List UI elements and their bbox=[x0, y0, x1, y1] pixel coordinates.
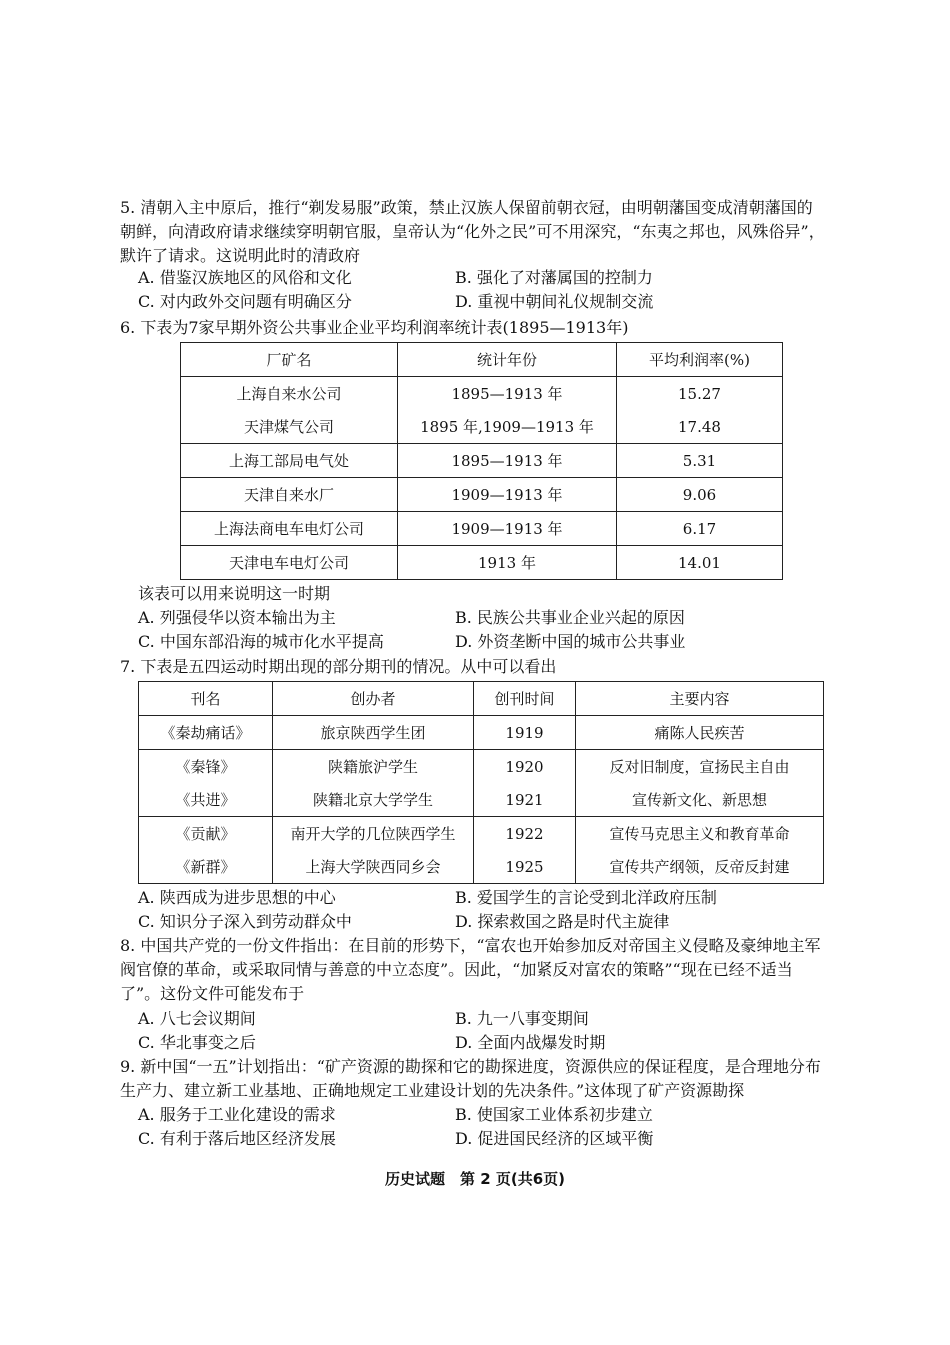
q7-option-d[interactable]: D. 探索救国之路是时代主旋律 bbox=[455, 912, 670, 931]
table-cell: 天津自来水厂 bbox=[181, 478, 398, 512]
table-cell: 天津电车电灯公司 bbox=[181, 546, 398, 580]
question-6-stem: 6. 下表为7家早期外资公共事业企业平均利润率统计表(1895—1913年) bbox=[120, 318, 629, 337]
q5-option-d[interactable]: D. 重视中朝间礼仪规制交流 bbox=[455, 292, 654, 311]
table-header-cell: 统计年份 bbox=[398, 343, 617, 377]
question-9-options-row-2 bbox=[138, 1127, 828, 1151]
question-6-options-row-1 bbox=[138, 606, 828, 630]
table-cell: 1925 bbox=[474, 850, 576, 884]
q6-option-d[interactable]: D. 外资垄断中国的城市公共事业 bbox=[455, 632, 686, 651]
q9-option-c[interactable]: C. 有利于落后地区经济发展 bbox=[138, 1129, 336, 1148]
table-cell: 1909—1913 年 bbox=[398, 478, 617, 512]
q5-option-a[interactable]: A. 借鉴汉族地区的风俗和文化 bbox=[138, 268, 352, 287]
q5-option-c[interactable]: C. 对内政外交问题有明确区分 bbox=[138, 292, 352, 311]
table-cell: 陕籍旅沪学生 bbox=[273, 750, 474, 784]
q6-option-a[interactable]: A. 列强侵华以资本输出为主 bbox=[138, 608, 336, 627]
question-7-options-row-1 bbox=[138, 886, 828, 910]
q8-option-b[interactable]: B. 九一八事变期间 bbox=[455, 1009, 589, 1028]
table-cell: 宣传马克思主义和教育革命 bbox=[576, 817, 824, 851]
table-header-row bbox=[139, 682, 824, 716]
q7-option-c[interactable]: C. 知识分子深入到劳动群众中 bbox=[138, 912, 352, 931]
table-cell: 上海工部局电气处 bbox=[181, 444, 398, 478]
table-cell: 1895—1913 年 bbox=[398, 377, 617, 411]
question-8-options-row-1 bbox=[138, 1007, 828, 1031]
table-cell: 15.27 bbox=[617, 377, 783, 411]
table-row bbox=[181, 478, 783, 512]
table-cell: 17.48 bbox=[617, 410, 783, 444]
table-cell: 9.06 bbox=[617, 478, 783, 512]
table-cell: 1922 bbox=[474, 817, 576, 851]
table-row bbox=[181, 410, 783, 444]
table-cell: 上海自来水公司 bbox=[181, 377, 398, 411]
question-7-options-row-2 bbox=[138, 910, 828, 934]
q6-option-c[interactable]: C. 中国东部沿海的城市化水平提高 bbox=[138, 632, 384, 651]
table-row bbox=[139, 850, 824, 884]
page-footer: 历史试题 第 2 页(共6页) bbox=[384, 1170, 566, 1188]
table-cell: 《秦劫痛话》 bbox=[139, 716, 273, 750]
table-header-row bbox=[181, 343, 783, 377]
q8-option-d[interactable]: D. 全面内战爆发时期 bbox=[455, 1033, 606, 1052]
table-row bbox=[139, 783, 824, 817]
table-row bbox=[181, 546, 783, 580]
q7-option-b[interactable]: B. 爱国学生的言论受到北洋政府压制 bbox=[455, 888, 717, 907]
table-cell: 6.17 bbox=[617, 512, 783, 546]
table-cell: 5.31 bbox=[617, 444, 783, 478]
question-5-options-row-1 bbox=[138, 266, 828, 290]
table-cell: 上海大学陕西同乡会 bbox=[273, 850, 474, 884]
table-header-cell: 刊名 bbox=[139, 682, 273, 716]
q9-option-a[interactable]: A. 服务于工业化建设的需求 bbox=[138, 1105, 336, 1124]
table-cell: 南开大学的几位陕西学生 bbox=[273, 817, 474, 851]
question-9-stem: 9. 新中国“一五”计划指出：“矿产资源的勘探和它的勘探进度，资源供应的保证程度，是合理地分布生产力、建立新工业基地、正确地规定工业建设计划的先决条件。”这体现了矿产资源勘探 bbox=[120, 1057, 821, 1100]
table-row bbox=[181, 444, 783, 478]
table-row bbox=[139, 817, 824, 851]
table-cell: 1909—1913 年 bbox=[398, 512, 617, 546]
table-row bbox=[139, 716, 824, 750]
question-6-table bbox=[180, 342, 783, 580]
q9-option-d[interactable]: D. 促进国民经济的区域平衡 bbox=[455, 1129, 654, 1148]
question-8-stem: 8. 中国共产党的一份文件指出：在目前的形势下，“富农也开始参加反对帝国主义侵略及豪绅地主军阀官僚的革命，或采取同情与善意的中立态度”。因此，“加紧反对富农的策略”“现在已经不适当了”。这份文件可能发布于 bbox=[120, 936, 821, 1003]
table-header-cell: 主要内容 bbox=[576, 682, 824, 716]
q6-option-b[interactable]: B. 民族公共事业企业兴起的原因 bbox=[455, 608, 685, 627]
table-header-cell: 创办者 bbox=[273, 682, 474, 716]
table-cell: 1895 年,1909—1913 年 bbox=[398, 410, 617, 444]
q5-option-b[interactable]: B. 强化了对藩属国的控制力 bbox=[455, 268, 653, 287]
table-cell: 宣传共产纲领，反帝反封建 bbox=[576, 850, 824, 884]
question-9-options-row-1 bbox=[138, 1103, 828, 1127]
q8-option-a[interactable]: A. 八七会议期间 bbox=[138, 1009, 256, 1028]
question-6-options-row-2 bbox=[138, 630, 828, 654]
table-cell: 14.01 bbox=[617, 546, 783, 580]
table-row bbox=[181, 377, 783, 411]
table-cell: 1913 年 bbox=[398, 546, 617, 580]
question-5-stem: 5. 清朝入主中原后，推行“剃发易服”政策，禁止汉族人保留前朝衣冠，由明朝藩国变成清朝藩国的朝鲜，向清政府请求继续穿明朝官服，皇帝认为“化外之民”可不用深究，“东夷之邦也，风殊俗异”，默许了请求。这说明此时的清政府 bbox=[120, 198, 825, 265]
table-header-cell: 创刊时间 bbox=[474, 682, 576, 716]
table-cell: 天津煤气公司 bbox=[181, 410, 398, 444]
table-cell: 痛陈人民疾苦 bbox=[576, 716, 824, 750]
question-5-options-row-2 bbox=[138, 290, 828, 314]
table-cell: 1920 bbox=[474, 750, 576, 784]
table-cell: 《新群》 bbox=[139, 850, 273, 884]
q9-option-b[interactable]: B. 使国家工业体系初步建立 bbox=[455, 1105, 653, 1124]
table-cell: 1921 bbox=[474, 783, 576, 817]
table-cell: 《秦锋》 bbox=[139, 750, 273, 784]
table-cell: 1919 bbox=[474, 716, 576, 750]
question-7-stem: 7. 下表是五四运动时期出现的部分期刊的情况。从中可以看出 bbox=[120, 657, 557, 676]
question-8-options-row-2 bbox=[138, 1031, 828, 1055]
table-cell: 旅京陕西学生团 bbox=[273, 716, 474, 750]
question-6-prompt: 该表可以用来说明这一时期 bbox=[138, 584, 331, 603]
q8-option-c[interactable]: C. 华北事变之后 bbox=[138, 1033, 256, 1052]
q7-option-a[interactable]: A. 陕西成为进步思想的中心 bbox=[138, 888, 336, 907]
table-row bbox=[139, 750, 824, 784]
table-header-cell: 平均利润率(%) bbox=[617, 343, 783, 377]
question-7-table bbox=[138, 681, 824, 884]
table-cell: 宣传新文化、新思想 bbox=[576, 783, 824, 817]
table-cell: 《共进》 bbox=[139, 783, 273, 817]
table-cell: 《贡献》 bbox=[139, 817, 273, 851]
table-cell: 陕籍北京大学学生 bbox=[273, 783, 474, 817]
table-cell: 上海法商电车电灯公司 bbox=[181, 512, 398, 546]
table-cell: 1895—1913 年 bbox=[398, 444, 617, 478]
table-cell: 反对旧制度，宣扬民主自由 bbox=[576, 750, 824, 784]
table-row bbox=[181, 512, 783, 546]
table-header-cell: 厂矿名 bbox=[181, 343, 398, 377]
